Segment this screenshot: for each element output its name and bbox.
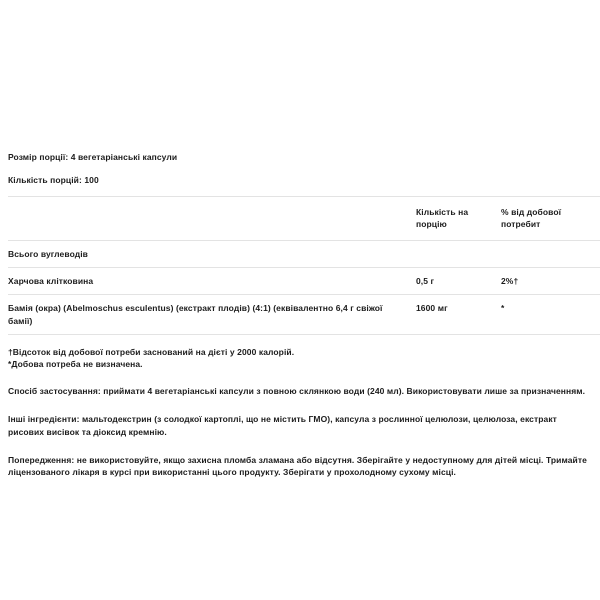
nutrient-daily-value: 2%†: [501, 267, 600, 294]
nutrient-amount: 0,5 г: [416, 267, 501, 294]
footnote-daily-value-not-established: *Добова потреба не визначена.: [8, 359, 143, 370]
nutrient-daily-value: [501, 240, 600, 267]
table-row: [8, 240, 600, 267]
table-row: [8, 267, 600, 294]
other-ingredients-paragraph: Інші інгредієнти: мальтодекстрин (з солодкої картоплі, що не містить ГМО), капсула з рослинної целюлози, целюлоза, екстракт рисових висівок та діоксид кремнію.: [8, 414, 557, 437]
footnote-daily-value-basis: †Відсоток від добової потреби заснований на дієті у 2000 калорій.: [8, 346, 295, 357]
nutrient-name: Всього вуглеводів: [8, 240, 416, 267]
directions-paragraph: Спосіб застосування: приймати 4 вегетаріанські капсули з повною склянкою води (240 мл). Використовувати лише за призначенням.: [8, 386, 586, 397]
nutrient-name: Бамія (окра) (Abelmoschus esculentus) (екстракт плодів) (4:1) (еквівалентно 6,4 г свіжої бамії): [8, 295, 416, 335]
warning-paragraph: Попередження: не використовуйте, якщо захисна пломба зламана або відсутня. Зберігайте у недоступному для дітей місці. Тримайте ліцензованого лікаря в курсі при використанні цього продукту. Зберігати у прохолодному сухому місці.: [8, 454, 587, 478]
footnotes-block: [8, 346, 592, 371]
nutrient-amount: 1600 мг: [416, 295, 501, 335]
table-row: [8, 295, 600, 335]
column-header-amount-per-serving: Кількість на порцію: [416, 196, 501, 240]
nutrient-daily-value: *: [501, 295, 600, 335]
column-header-nutrient: [8, 196, 416, 240]
servings-per-container-line: Кількість порцій: 100: [8, 175, 99, 186]
serving-size-line: Розмір порції: 4 вегетаріанські капсули: [8, 152, 178, 162]
nutrient-amount: [416, 240, 501, 267]
nutrient-name: Харчова клітковина: [8, 267, 416, 294]
column-header-percent-daily-value: % від добової потребит: [501, 196, 600, 240]
supplement-facts-table: [8, 196, 600, 335]
table-header-row: [8, 196, 600, 240]
top-spacer: [8, 0, 592, 150]
